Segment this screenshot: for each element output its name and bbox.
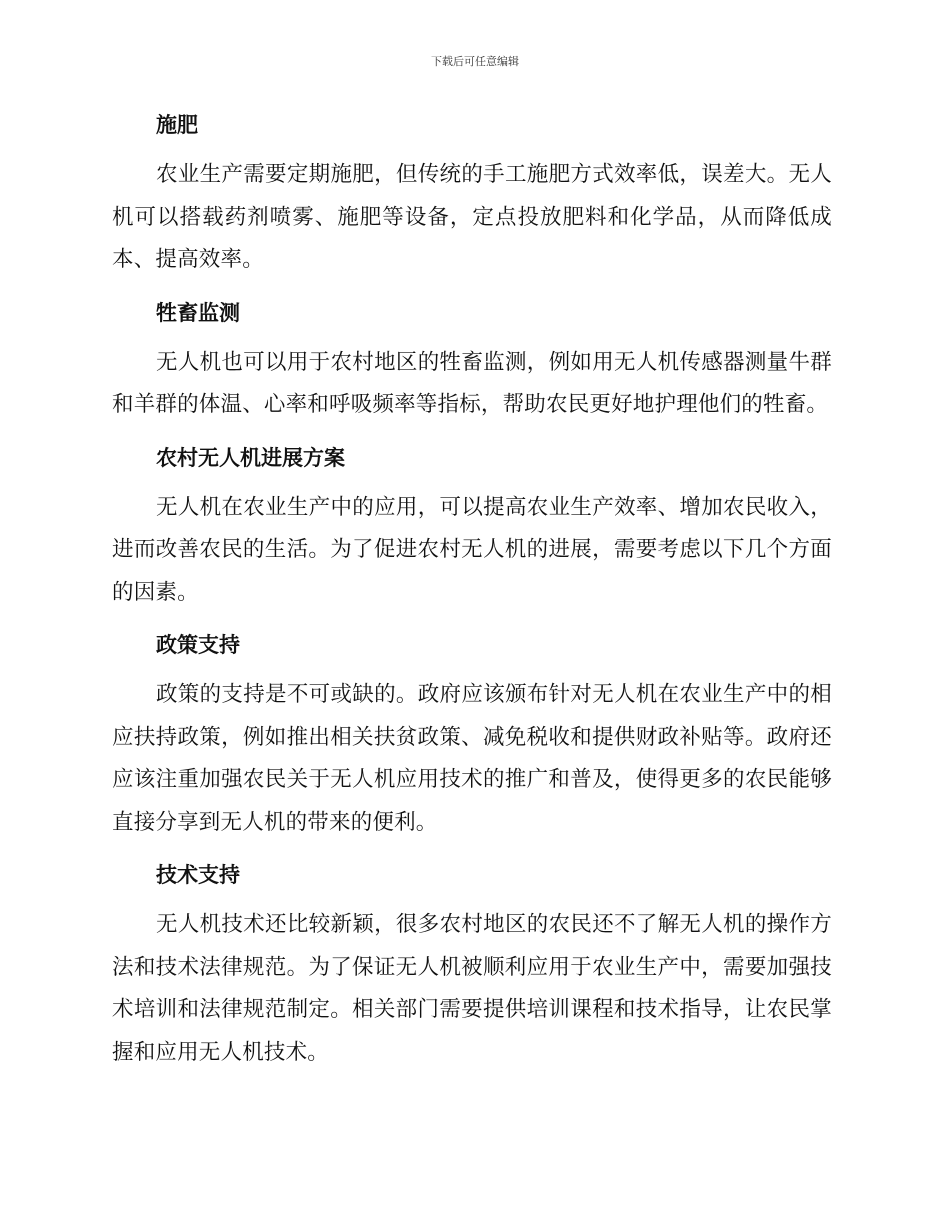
section-heading: 农村无人机进展方案 xyxy=(156,445,345,470)
section-paragraph: 农业生产需要定期施肥，但传统的手工施肥方式效率低，误差大。无人机可以搭载药剂喷雾、施肥等设备，定点投放肥料和化学品，从而降低成本、提高效率。 xyxy=(112,162,832,272)
page-header: 下载后可任意编辑 xyxy=(431,55,519,68)
section-paragraph: 无人机在农业生产中的应用，可以提高农业生产效率、增加农民收入，进而改善农民的生活。为了促进农村无人机的进展，需要考虑以下几个方面的因素。 xyxy=(112,494,832,605)
section-paragraph: 政策的支持是不可或缺的。政府应该颁布针对无人机在农业生产中的相应扶持政策，例如推出相关扶贫政策、减免税收和提供财政补贴等。政府还应该注重加强农民关于无人机应用技术的推广和普及，使得更多的农民能够直接分享到无人机的带来的便利。 xyxy=(112,682,832,835)
section-paragraph: 无人机也可以用于农村地区的牲畜监测，例如用无人机传感器测量牛群和羊群的体温、心率和呼吸频率等指标，帮助农民更好地护理他们的牲畜。 xyxy=(112,349,832,417)
section-fertilizing xyxy=(112,104,832,282)
section-heading: 政策支持 xyxy=(156,633,240,657)
section-heading: 技术支持 xyxy=(156,863,240,887)
section-livestock-monitoring xyxy=(112,292,832,427)
section-heading: 施肥 xyxy=(156,113,198,137)
document-body xyxy=(112,104,832,1074)
section-technical-support xyxy=(112,854,832,1074)
section-heading: 牲畜监测 xyxy=(156,300,240,325)
section-rural-drone-plan xyxy=(112,437,832,615)
section-policy-support xyxy=(112,624,832,844)
section-paragraph: 无人机技术还比较新颖，很多农村地区的农民还不了解无人机的操作方法和技术法律规范。为了保证无人机被顺利应用于农业生产中，需要加强技术培训和法律规范制定。相关部门需要提供培训课程和技术指导，让农民掌握和应用无人机技术。 xyxy=(112,912,832,1065)
